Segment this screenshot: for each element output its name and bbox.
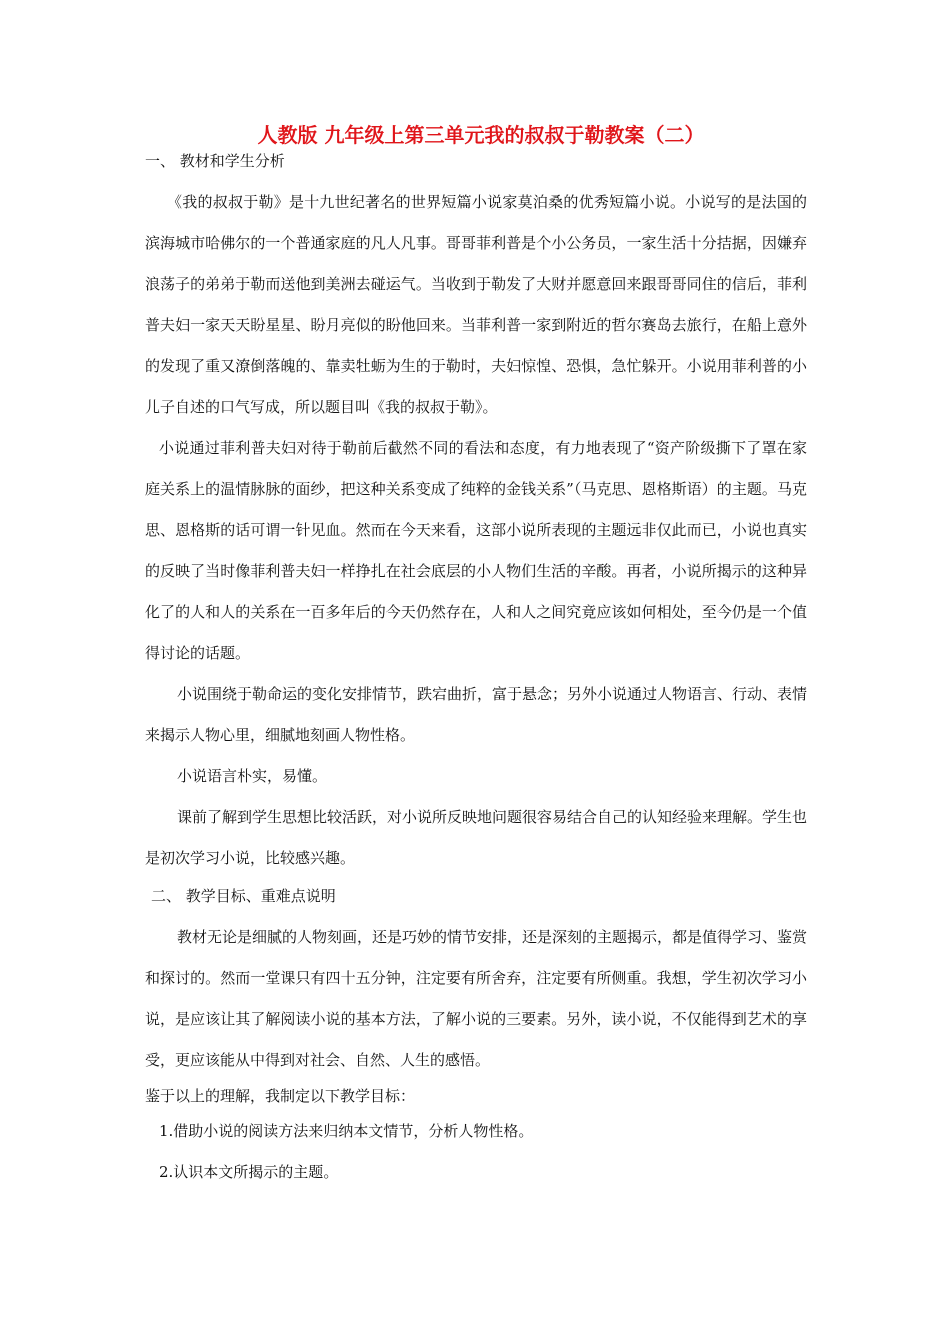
paragraph-language: 小说语言朴实，易懂。	[177, 767, 328, 785]
paragraph-students: 课前了解到学生思想比较活跃，对小说所反映地问题很容易结合自己的认知经验来理解。学生也是初次学习小说，比较感兴趣。	[145, 808, 808, 867]
paragraph-theme: 小说通过菲利普夫妇对待于勒前后截然不同的看法和态度，有力地表现了“资产阶级撕下了罩在家庭关系上的温情脉脉的面纱，把这种关系变成了纯粹的金钱关系”（马克思、恩格斯语）的主题。马克思、恩格斯的话可谓一针见血。然而在今天来看，这部小说所表现的主题远非仅此而已，小说也真实的反映了当时像菲利普夫妇一样挣扎在社会底层的小人物们生活的辛酸。再者，小说所揭示的这种异化了的人和人的关系在一百多年后的今天仍然存在，人和人之间究竟应该如何相处，至今仍是一个值得讨论的话题。	[145, 439, 807, 662]
document-body	[145, 120, 807, 1193]
paragraph-plot: 小说围绕于勒命运的变化安排情节，跌宕曲折，富于悬念；另外小说通过人物语言、行动、表情来揭示人物心里，细腻地刻画人物性格。	[145, 685, 808, 744]
goal-item-1: 1.借助小说的阅读方法来归纳本文情节，分析人物性格。	[159, 1122, 534, 1140]
section-heading-2: 二、 教学目标、重难点说明	[151, 887, 336, 905]
paragraph-goals-rationale: 教材无论是细腻的人物刻画，还是巧妙的情节安排，还是深刻的主题揭示，都是值得学习、鉴赏和探讨的。然而一堂课只有四十五分钟，注定要有所舍弃，注定要有所侧重。我想，学生初次学习小说，是应该让其了解阅读小说的基本方法，了解小说的三要素。另外，读小说，不仅能得到艺术的享受，更应该能从中得到对社会、自然、人生的感悟。	[145, 928, 808, 1069]
goals-intro: 鉴于以上的理解，我制定以下教学目标：	[145, 1087, 416, 1105]
goal-item-2: 2.认识本文所揭示的主题。	[159, 1163, 339, 1181]
document-title: 人教版 九年级上第三单元我的叔叔于勒教案（二）	[257, 123, 705, 147]
paragraph-summary: 《我的叔叔于勒》是十九世纪著名的世界短篇小说家莫泊桑的优秀短篇小说。小说写的是法国的滨海城市哈佛尔的一个普通家庭的凡人凡事。哥哥菲利普是个小公务员，一家生活十分拮据，因嫌弃浪荡子的弟弟于勒而送他到美洲去碰运气。当收到于勒发了大财并愿意回来跟哥哥同住的信后，菲利普夫妇一家天天盼星星、盼月亮似的盼他回来。当菲利普一家到附近的哲尔赛岛去旅行，在船上意外的发现了重又潦倒落魄的、靠卖牡蛎为生的于勒时，夫妇惊惶、恐惧，急忙躲开。小说用菲利普的小儿子自述的口气写成，所以题目叫《我的叔叔于勒》。	[145, 193, 807, 416]
section-heading-1: 一、 教材和学生分析	[145, 152, 285, 170]
